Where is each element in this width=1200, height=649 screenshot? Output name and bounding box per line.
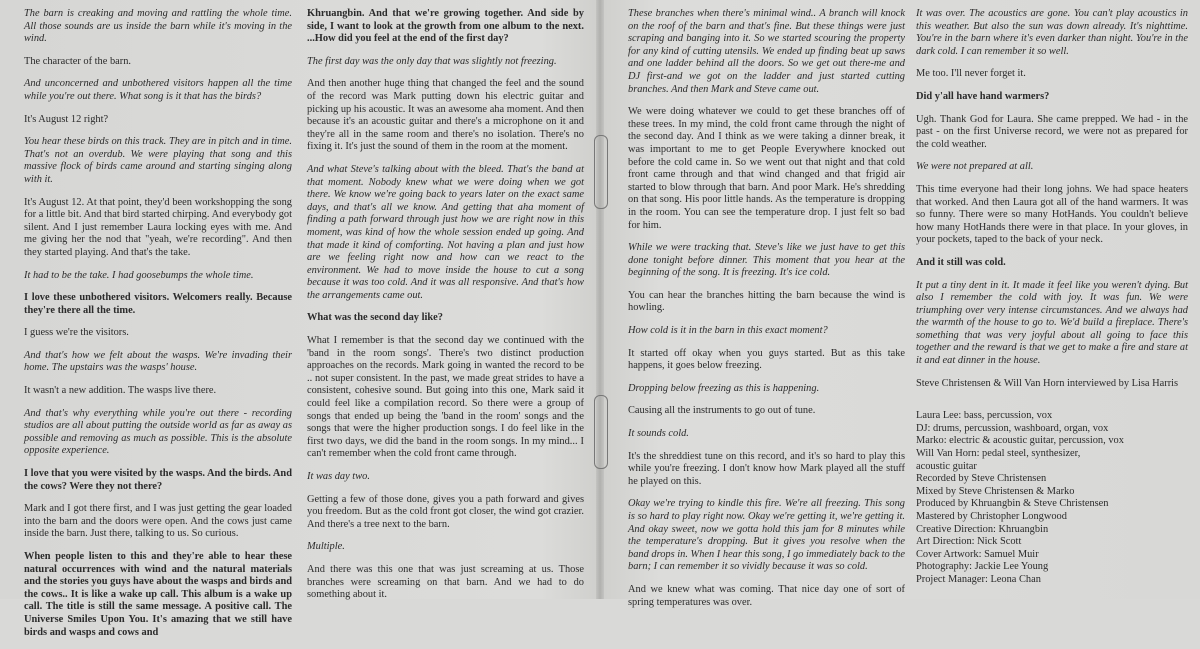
paragraph: And there was this one that was just screaming at us. Those branches were screaming on that barn. And we had to do something about it.: [307, 563, 584, 601]
paragraph: It wasn't a new addition. The wasps live there.: [24, 385, 217, 397]
paragraph: And what Steve's talking about with the bleed. That's the band at that moment. Nobody knew what we were doing when we got there. We know we're going back to years later on the exact same days, and that's all we know. And getting that aha moment of finding a path forward through just how we are right now in this moment, was kind of how the whole session ended up going. And that made it kind of comforting. Not having a plan and just how are we feeling right now and how can we react to the environment. We had to move inside the house to cut a song because it was too cold. And it was all responsive. And that's how the arrangements came out.: [307, 163, 584, 301]
paragraph: It put a tiny dent in it. It made it feel like you weren't dying. But also I remember the cold with joy. It was fun. We were triumphing over very intense circumstances. And we always had the warmth of the house to go to. We'd build a fireplace. There's something that was very joyful about all going to face this together and the reward is that we get to make a fire and stare at it and eat dinner in the house.: [916, 279, 1188, 367]
paragraph: The character of the barn.: [24, 55, 132, 67]
paragraph: And it still was cold.: [916, 256, 1006, 268]
paragraph: What was the second day like?: [307, 312, 443, 324]
album-credits: [916, 410, 1188, 586]
paragraph: It had to be the take. I had goosebumps the whole time.: [24, 269, 254, 281]
credit-line: Photography: Jackie Lee Young: [916, 561, 1049, 573]
paragraph: The barn is creaking and moving and rattling the whole time. All those sounds are us inside the barn while it's moving in the wind.: [24, 8, 292, 45]
paragraph: You can hear the branches hitting the barn because the wind is howling.: [628, 289, 905, 314]
paragraph: While we were tracking that. Steve's like we just have to get this done tonight before dinner. This moment that you hear at the beginning of the song. It is freezing. It's ice cold.: [628, 242, 905, 279]
paragraph: Dropping below freezing as this is happening.: [628, 382, 820, 394]
left-page: [0, 0, 598, 638]
paragraph: Causing all the instruments to go out of tune.: [628, 405, 816, 417]
paragraph: It's the shreddiest tune on this record, and it's so hard to play this while you're freezing. I don't know how Mark played all the stuff he played on this.: [628, 450, 905, 487]
paragraph: It was over. The acoustics are gone. You can't play acoustics in this weather. But also the sun was down already. It's nighttime. You're in the barn where it's even darker than night. You're in the dark cold. I can remember it so well.: [916, 8, 1188, 57]
credit-line: Produced by Khruangbin & Steve Christensen: [916, 498, 1109, 510]
right-column-2: [916, 8, 1188, 587]
paragraph: This time everyone had their long johns. We had space heaters that worked. And then Laura got all of the hand warmers. It was so funny. There were so many HotHands. You couldn't believe how many HotHands there were in that place. In your gloves, in your pockets, taped to the back of your neck.: [916, 183, 1188, 246]
credit-line: Art Direction: Nick Scott: [916, 536, 1022, 548]
paragraph: I love these unbothered visitors. Welcomers really. Because they're there all the time.: [24, 292, 292, 316]
credit-line: Will Van Horn: pedal steel, synthesizer,: [916, 448, 1081, 460]
paragraph: Getting a few of those done, gives you a path forward and gives you freedom. But as the cold front got closer, the wind got crazier. And there's a tree next to the barn.: [307, 493, 584, 530]
credit-line: DJ: drums, percussion, washboard, organ, vox: [916, 422, 1109, 434]
paragraph: And unconcerned and unbothered visitors happen all the time while you're out there. What song is it that has the birds?: [24, 78, 292, 102]
right-column-1: [628, 8, 905, 619]
paragraph: What I remember is that the second day we continued with the 'band in the room songs'. There's two distinct production approaches on the records. Mark going in wanted the record to be .. not super consistent. In the past, we made great strides to have a consistent, cohesive sound. But going into this one, Mark said it could feel like a compilation record. So there were a group of songs that ended up being the 'band in the room' songs and the songs that were the higher production songs. I do feel like in the first two days, we did the band in the room songs. In my mind... I can't remember when the cold front came through.: [307, 335, 584, 460]
credit-line: Recorded by Steve Christensen: [916, 473, 1047, 485]
left-column-2: [307, 8, 584, 612]
paragraph: We were not prepared at all.: [916, 161, 1034, 173]
credit-line: Laura Lee: bass, percussion, vox: [916, 410, 1053, 422]
credit-line: acoustic guitar: [916, 460, 977, 472]
paragraph: Did y'all have hand warmers?: [916, 90, 1050, 102]
paragraph: It was day two.: [307, 471, 370, 482]
paragraph: Me too. I'll never forget it.: [916, 68, 1026, 80]
paragraph: Okay we're trying to kindle this fire. We're all freezing. This song is so hard to play right now. Okay we're getting it, we're getting it. And okay sweet, now we gotta hold this jam for 8 minutes while the temperature's dropping. But it gives you resolve when the band drops in. When I hear this song, I go immediately back to the barn; I can remember it so vividly because it was so cold.: [628, 498, 905, 573]
paragraph: Multiple.: [307, 541, 345, 553]
paragraph: Ugh. Thank God for Laura. She came prepped. We had - in the past - on the first Universe record, we were not as prepared for the cold weather.: [916, 113, 1188, 150]
left-column-1: [24, 8, 292, 649]
paragraph: Mark and I got there first, and I was just getting the gear loaded into the barn and the doors were open. And the cows just came inside the barn. Just there, talking to us. So curious.: [24, 503, 292, 540]
credit-line: Marko: electric & acoustic guitar, percussion, vox: [916, 435, 1124, 447]
paragraph: Steve Christensen & Will Van Horn interviewed by Lisa Harris: [916, 377, 1179, 389]
paragraph: I guess we're the visitors.: [24, 327, 129, 339]
credit-line: Mastered by Christopher Longwood: [916, 511, 1067, 522]
paragraph: It's August 12. At that point, they'd been workshopping the song for a little bit. And that bird started chirping. And everybody got silent. And I just remember Laura locking eyes with me. And me giving her the nod that "yeah, we're recording". And then they started playing. And that's the take.: [24, 196, 292, 258]
paragraph: And that's why everything while you're out there - recording studios are all about putting the outside world as far as away as possible and removing as much as possible. This is the absolute opposite experience.: [24, 407, 292, 457]
right-page: [602, 0, 1200, 608]
paragraph: It's August 12 right?: [24, 113, 109, 125]
paragraph: And then another huge thing that changed the feel and the sound of the record was Mark putting down his electric guitar and picking up his acoustic. It was an awesome aha moment. And then because it's an acoustic guitar and there's a microphone on it and they're all in the same room and there's no isolation. There's no fixing it. It's just the sound of them in the room at the moment.: [307, 78, 584, 153]
paragraph: Khruangbin. And that we're growing together. And side by side, I want to look at the growth from one album to the next. ...How did you feel at the end of the first day?: [307, 8, 584, 45]
paragraph: These branches when there's minimal wind.. A branch will knock on the roof of the barn and that's fine. But these things were just scraping and banging into it. So we started scouring the property for any kind of cutting utensils. We ended up finding beat up saws and one ladder behind all the doors. So we get out there-me and DJ first-and we got on the ladder and just started cutting branches. And then Mark and Steve came out.: [628, 8, 905, 95]
paragraph: We were doing whatever we could to get these branches off of these trees. In my mind, the cold front came through the night of the second day. And I think as we were taking a dinner break, it was important to me to get People Everywhere knocked out before the cold came in. So we went out that night and that cold front came through and that wind changed and that frigid air started to blow through that barn. And poor Mark. He's shredding on that song. His poor little hands. As the temperature is dropping in the room. You can see the temperature drop. I just felt so bad for him.: [628, 106, 905, 231]
paragraph: I love that you were visited by the wasps. And the birds. And the cows? Were they not there?: [24, 468, 292, 492]
credit-line: Project Manager: Leona Chan: [916, 573, 1041, 585]
credit-line: Creative Direction: Khruangbin: [916, 523, 1049, 535]
credit-line: Cover Artwork: Samuel Muir: [916, 548, 1039, 560]
paragraph: And that's how we felt about the wasps. We're invading their home. The upstairs was the wasps' house.: [24, 349, 292, 374]
paragraph: How cold is it in the barn in this exact moment?: [628, 325, 828, 337]
paragraph: And we knew what was coming. That nice day one of sort of spring temperatures was over.: [628, 583, 905, 608]
paragraph: You hear these birds on this track. They are in pitch and in time. That's not an overdub. We were playing that song and this massive flock of birds came around and starting singing along with it.: [24, 136, 292, 185]
paragraph: The first day was the only day that was slightly not freezing.: [307, 55, 557, 67]
paragraph: It started off okay when you guys started. But as this take happens, it goes below freezing.: [628, 347, 905, 372]
credit-line: Mixed by Steve Christensen & Marko: [916, 485, 1075, 497]
paragraph: When people listen to this and they're able to hear these natural occurrences with wind and the natural materials and the stories you guys have about the wasps and birds and the cows.. It is like a wake up call. This album is a wake up call. The title is still the same message. A positive call. The Universe Smiles Upon You. It's amazing that we still have birds and wasps and cows and: [24, 551, 292, 638]
paragraph: It sounds cold.: [628, 428, 689, 440]
